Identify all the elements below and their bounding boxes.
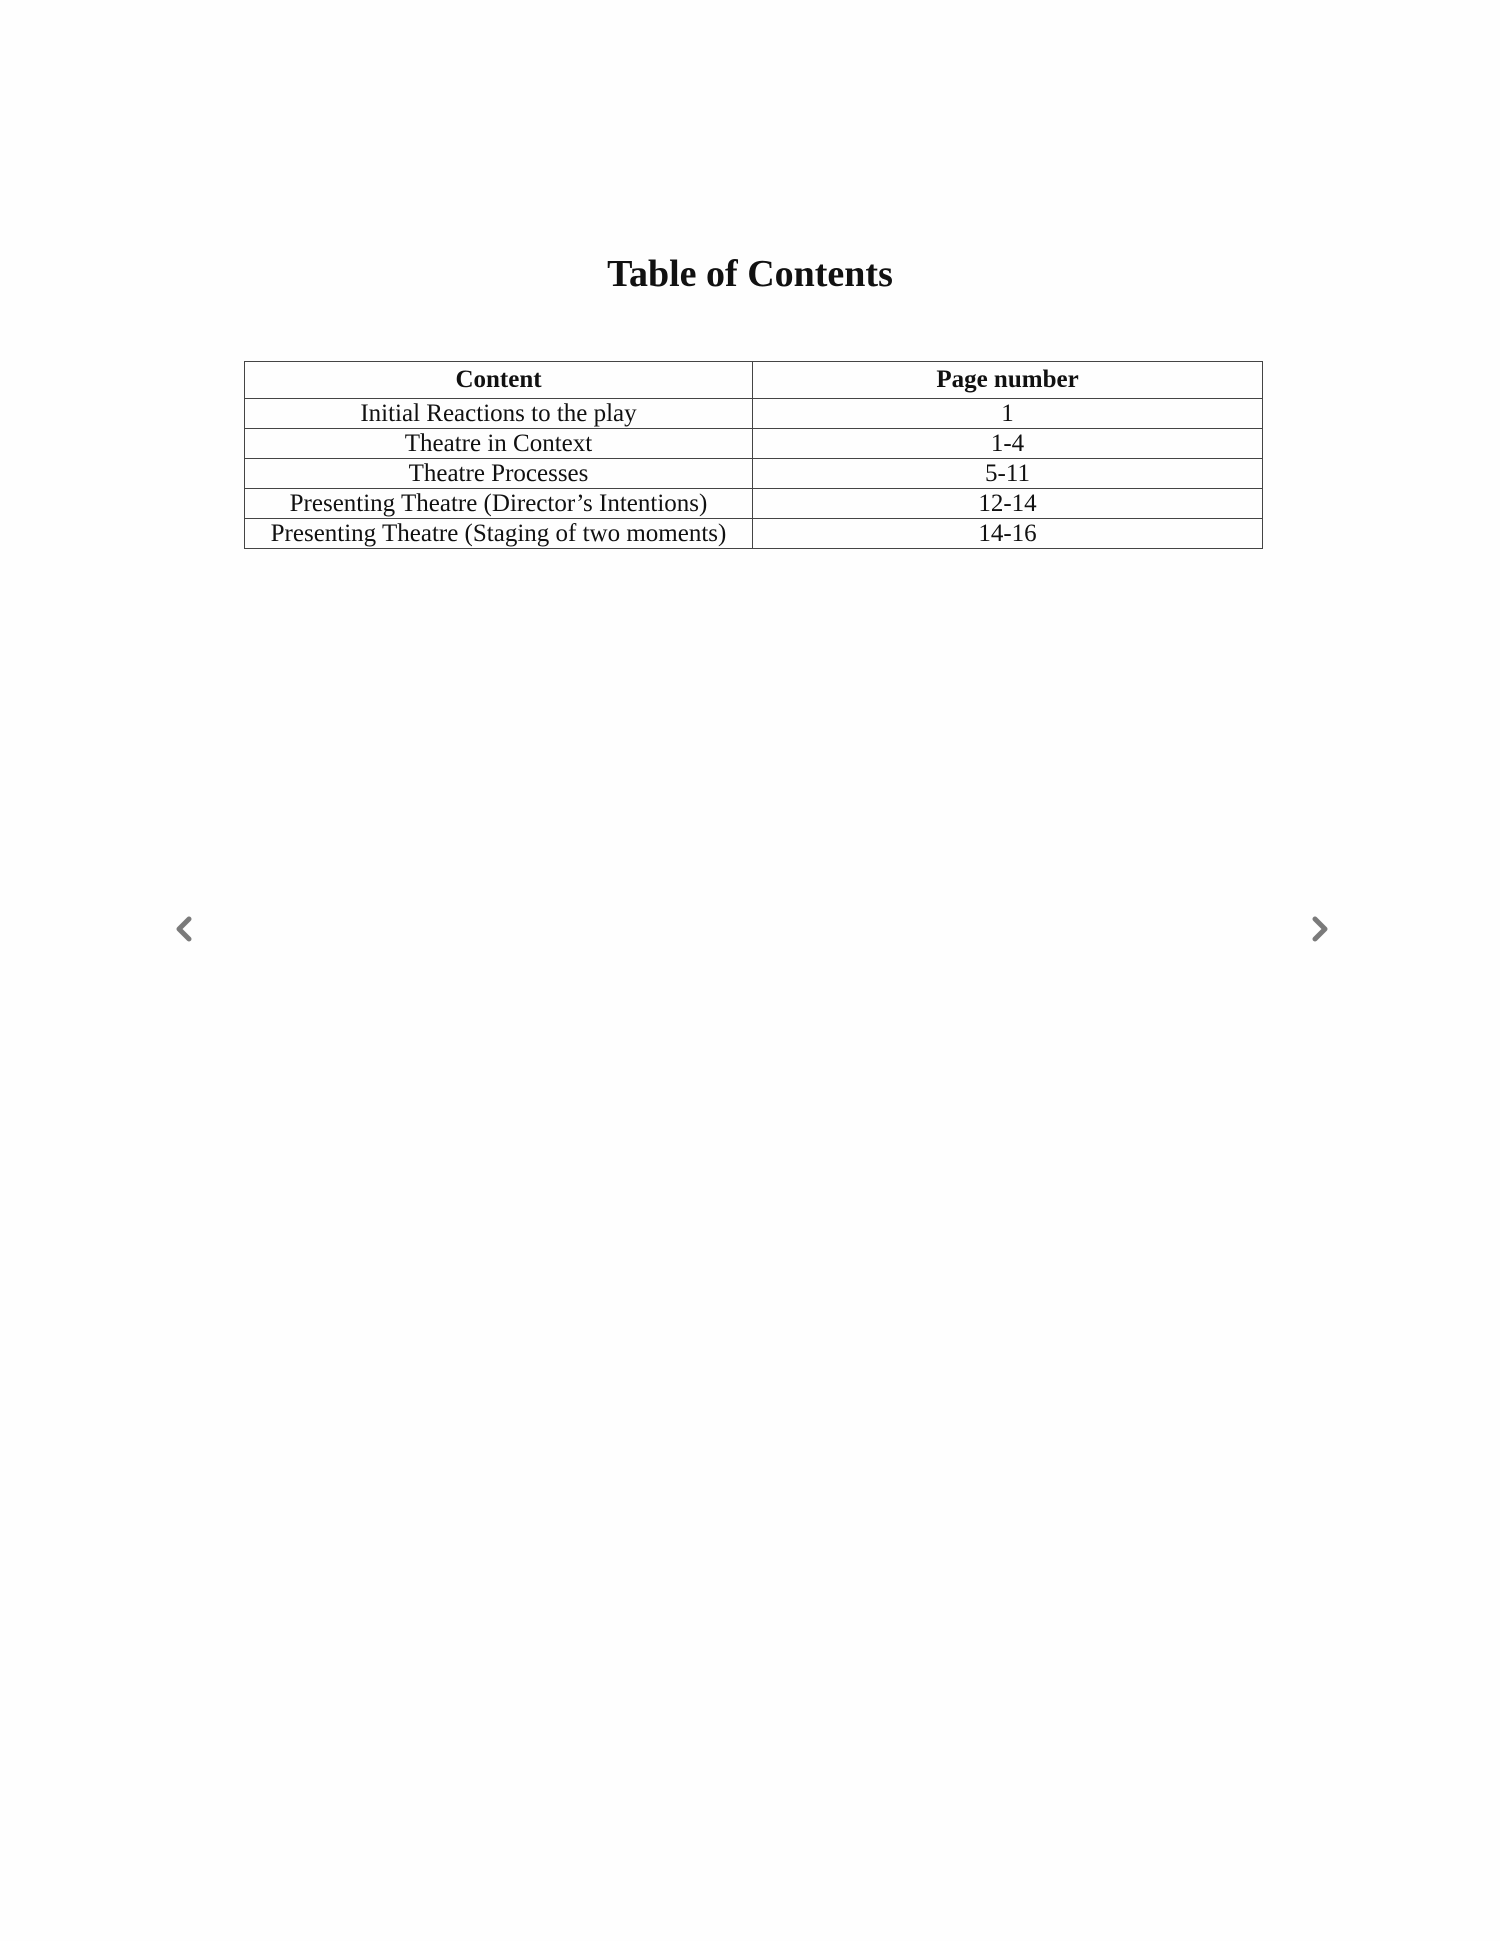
table-row bbox=[245, 519, 1263, 549]
toc-header-row bbox=[245, 362, 1263, 399]
toc-header-page-number: Page number bbox=[753, 362, 1263, 399]
chevron-right-icon bbox=[1304, 914, 1334, 944]
chevron-left-icon bbox=[170, 914, 200, 944]
toc-entry-title: Theatre in Context bbox=[245, 429, 753, 459]
toc-entry-page: 1 bbox=[753, 399, 1263, 429]
toc-entry-page: 14-16 bbox=[753, 519, 1263, 549]
page-title: Table of Contents bbox=[607, 253, 893, 295]
toc-table bbox=[244, 361, 1263, 549]
table-row bbox=[245, 489, 1263, 519]
table-row bbox=[245, 399, 1263, 429]
toc-header-content: Content bbox=[245, 362, 753, 399]
table-row bbox=[245, 429, 1263, 459]
toc-entry-title: Presenting Theatre (Staging of two moments) bbox=[245, 519, 753, 549]
toc-entry-page: 5-11 bbox=[753, 459, 1263, 489]
toc-entry-title: Theatre Processes bbox=[245, 459, 753, 489]
toc-entry-title: Initial Reactions to the play bbox=[245, 399, 753, 429]
next-page-button[interactable] bbox=[1304, 914, 1334, 944]
toc-entry-page: 1-4 bbox=[753, 429, 1263, 459]
toc-entry-page: 12-14 bbox=[753, 489, 1263, 519]
toc-entry-title: Presenting Theatre (Director’s Intentions) bbox=[245, 489, 753, 519]
table-row bbox=[245, 459, 1263, 489]
previous-page-button[interactable] bbox=[170, 914, 200, 944]
